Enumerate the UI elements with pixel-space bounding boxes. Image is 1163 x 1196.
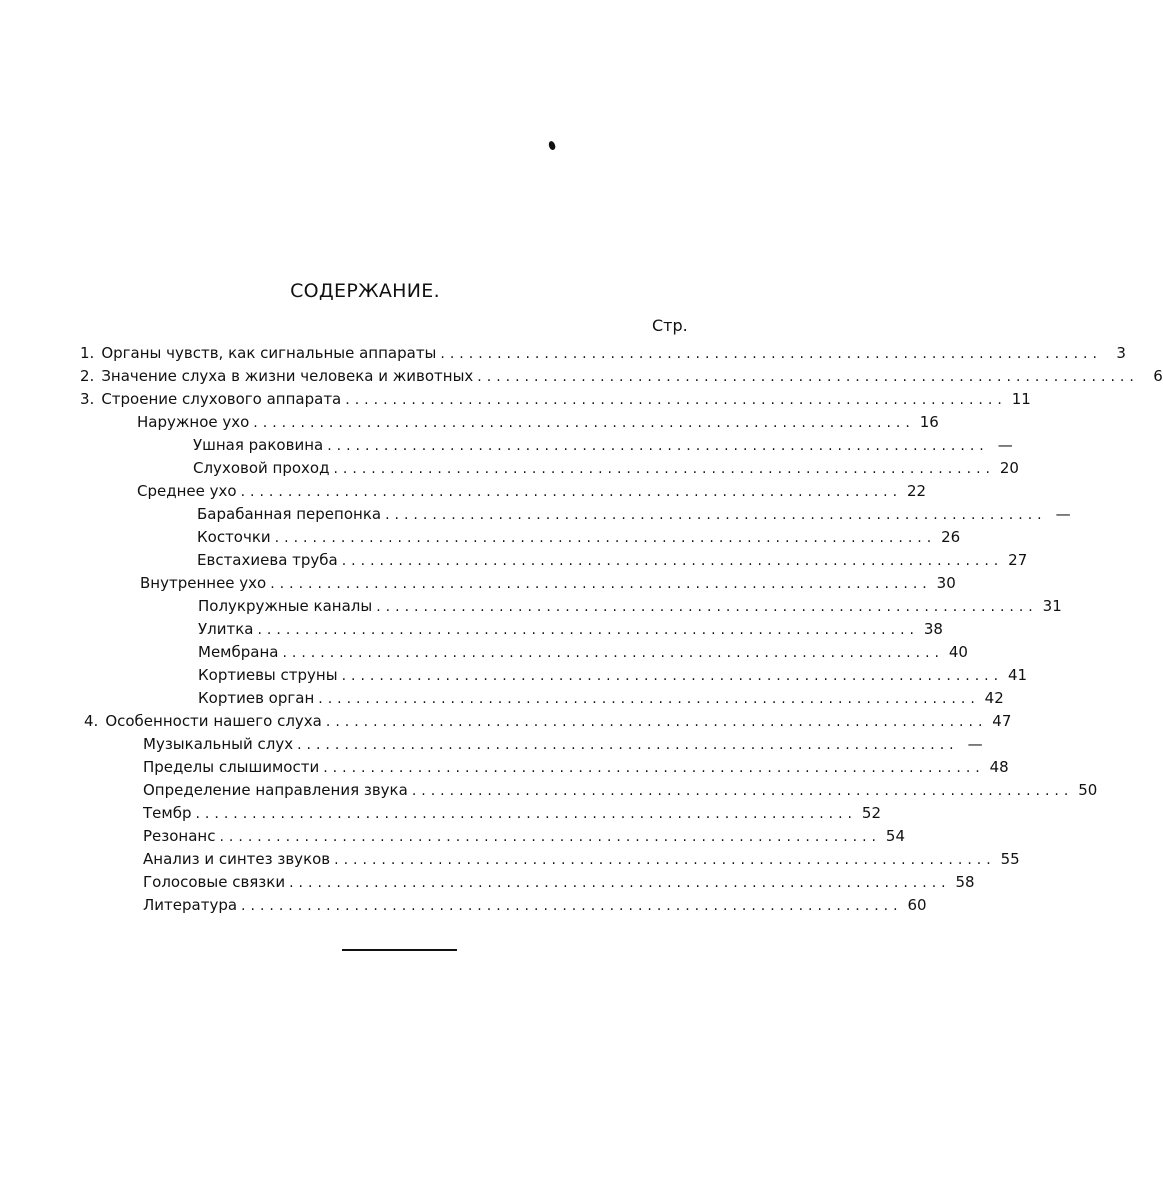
toc-entry-label: Строение слухового аппарата xyxy=(101,390,342,408)
toc-entry-label: Ушная раковина xyxy=(193,436,324,454)
toc-entry-number: 4. xyxy=(84,712,99,730)
toc-entry-page: 52 xyxy=(861,804,881,822)
toc-entry-number: 3. xyxy=(80,390,95,408)
toc-entry-number: 1. xyxy=(80,344,95,362)
toc-entry-page: 47 xyxy=(992,712,1012,730)
toc-entry xyxy=(143,758,1009,781)
toc-entry xyxy=(143,827,905,850)
toc-entry-page: 41 xyxy=(1007,666,1028,684)
toc-leader-dots: ...................................................................... xyxy=(341,553,1004,569)
toc-entry-page: 31 xyxy=(1042,597,1062,615)
toc-leader-dots: ...................................................................... xyxy=(282,645,944,661)
toc-entry-page: 3 xyxy=(1116,344,1126,362)
toc-entry-page: — xyxy=(967,735,983,753)
toc-entry-label: Слуховой проход xyxy=(193,459,330,477)
toc-leader-dots: ...................................................................... xyxy=(253,415,915,431)
toc-leader-dots: ...................................................................... xyxy=(477,369,1139,385)
toc-entry xyxy=(80,344,1126,367)
toc-entry-page: — xyxy=(1055,505,1071,523)
closing-rule xyxy=(342,949,457,951)
toc-entry xyxy=(143,735,983,758)
toc-leader-dots: ...................................................................... xyxy=(241,898,903,914)
toc-leader-dots: ...................................................................... xyxy=(240,484,903,500)
toc-entry-label: Барабанная перепонка xyxy=(197,505,382,523)
toc-entry-page: 50 xyxy=(1078,781,1098,799)
toc-leader-dots: ...................................................................... xyxy=(440,346,1102,362)
toc-entry-page: 38 xyxy=(923,620,943,638)
toc-entry xyxy=(137,413,939,436)
toc-leader-dots: ...................................................................... xyxy=(219,829,881,845)
toc-entry-label: Литература xyxy=(143,896,238,914)
toc-entry-label: Органы чувств, как сигнальные аппараты xyxy=(101,344,437,362)
toc-entry-number: 2. xyxy=(80,367,95,385)
toc-leader-dots: ...................................................................... xyxy=(325,714,988,730)
toc-entry xyxy=(80,390,1031,413)
toc-entry-page: 11 xyxy=(1011,390,1031,408)
toc-entry-page: 6 xyxy=(1153,367,1163,385)
toc-leader-dots: ...................................................................... xyxy=(323,760,985,776)
toc-entry-label: Тембр xyxy=(143,804,192,822)
toc-entry-page: 54 xyxy=(885,827,905,845)
toc-leader-dots: ...................................................................... xyxy=(318,691,980,707)
toc-entry-label: Особенности нашего слуха xyxy=(105,712,322,730)
toc-entry xyxy=(193,459,1019,482)
toc-leader-dots: ...................................................................... xyxy=(376,599,1038,615)
toc-entry-page: 27 xyxy=(1008,551,1028,569)
toc-entry xyxy=(84,712,1012,735)
toc-entry xyxy=(143,781,1098,804)
page-column-header: Стр. xyxy=(652,316,688,335)
toc-entry-label: Резонанс xyxy=(143,827,216,845)
toc-leader-dots: ...................................................................... xyxy=(345,392,1007,408)
toc-entry xyxy=(137,482,927,505)
toc-leader-dots: ...................................................................... xyxy=(334,852,996,868)
toc-entry-label: Полукружные каналы xyxy=(198,597,373,615)
toc-entry-page: 42 xyxy=(984,689,1004,707)
toc-entry-page: 40 xyxy=(948,643,968,661)
toc-leader-dots: ...................................................................... xyxy=(270,576,932,592)
toc-entry-label: Наружное ухо xyxy=(137,413,250,431)
toc-entry xyxy=(193,436,1013,459)
toc-leader-dots: ...................................................................... xyxy=(327,438,989,454)
toc-entry-label: Косточки xyxy=(197,528,271,546)
toc-leader-dots: ...................................................................... xyxy=(411,783,1074,799)
toc-entry-label: Улитка xyxy=(198,620,254,638)
toc-entry-page: — xyxy=(997,436,1013,454)
toc-entry-label: Внутреннее ухо xyxy=(140,574,267,592)
toc-entry-page: 60 xyxy=(907,896,927,914)
toc-entry-page: 20 xyxy=(999,459,1019,477)
toc-entry-page: 48 xyxy=(989,758,1009,776)
toc-leader-dots: ...................................................................... xyxy=(297,737,959,753)
toc-entry-label: Кортиевы струны xyxy=(198,666,338,684)
toc-leader-dots: ...................................................................... xyxy=(341,668,1004,684)
toc-entry-label: Пределы слышимости xyxy=(143,758,320,776)
toc-leader-dots: ...................................................................... xyxy=(333,461,995,477)
toc-entry-label: Мембрана xyxy=(198,643,279,661)
toc-entry xyxy=(198,689,1004,712)
ink-speck xyxy=(548,140,557,151)
toc-entry xyxy=(197,551,1028,574)
toc-entry xyxy=(198,620,943,643)
toc-entry-page: 26 xyxy=(941,528,961,546)
toc-leader-dots: ...................................................................... xyxy=(195,806,857,822)
toc-entry xyxy=(80,367,1163,390)
toc-entry xyxy=(140,574,956,597)
toc-entry xyxy=(197,505,1071,528)
toc-leader-dots: ...................................................................... xyxy=(385,507,1047,523)
toc-entry-page: 30 xyxy=(936,574,956,592)
toc-entry-label: Кортиев орган xyxy=(198,689,315,707)
toc-entry xyxy=(143,850,1020,873)
toc-entry xyxy=(143,896,927,919)
toc-entry-page: 22 xyxy=(906,482,927,500)
toc-entry xyxy=(198,666,1028,689)
toc-entry xyxy=(143,804,881,827)
toc-entry-label: Среднее ухо xyxy=(137,482,237,500)
toc-entry-label: Определение направления звука xyxy=(143,781,408,799)
toc-entry-page: 16 xyxy=(919,413,939,431)
toc-entry-label: Евстахиева труба xyxy=(197,551,338,569)
toc-leader-dots: ...................................................................... xyxy=(289,875,951,891)
toc-leader-dots: ...................................................................... xyxy=(257,622,919,638)
toc-entry xyxy=(198,643,968,666)
toc-entry-label: Музыкальный слух xyxy=(143,735,294,753)
toc-entry-label: Анализ и синтез звуков xyxy=(143,850,331,868)
toc-entry xyxy=(143,873,975,896)
toc-entry-page: 55 xyxy=(1000,850,1020,868)
toc-entry-label: Значение слуха в жизни человека и животных xyxy=(101,367,474,385)
toc-leader-dots: ...................................................................... xyxy=(274,530,937,546)
toc-entry-label: Голосовые связки xyxy=(143,873,286,891)
toc-entry xyxy=(197,528,961,551)
toc-entry-page: 58 xyxy=(955,873,975,891)
toc-entry xyxy=(198,597,1062,620)
page-title: СОДЕРЖАНИЕ. xyxy=(290,280,440,302)
